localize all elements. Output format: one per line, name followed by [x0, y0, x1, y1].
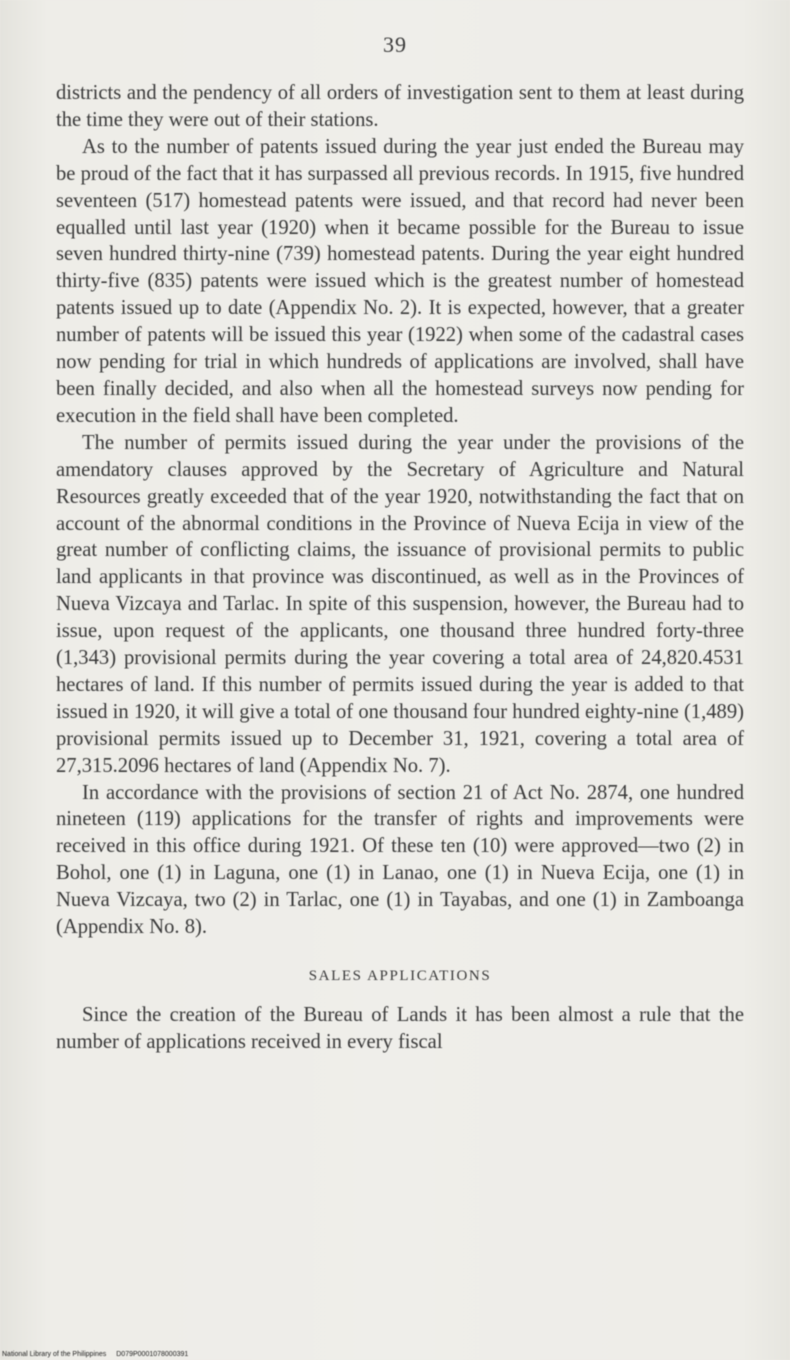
- page-number: 39: [383, 32, 407, 57]
- section-heading-sales-applications: SALES APPLICATIONS: [308, 968, 492, 984]
- paragraph-districts: districts and the pendency of all orders of investigation sent to them at least during the time they were out of their stations.: [56, 82, 744, 131]
- paragraph-transfer-rights: In accordance with the provisions of section 21 of Act No. 2874, one hundred nineteen (119) applications for the transfer of rights and improvements were received in this office during 1921. Of these ten (10) were approved—two (2) in Bohol, one (1) in Laguna, one (1) in Lanao, one (1) in Nueva Ecija, one (1) in Nueva Vizcaya, two (2) in Tarlac, one (1) in Tayabas, and one (1) in Zamboanga (Appendix No. 8).: [56, 781, 744, 939]
- paragraph-sales-applications: Since the creation of the Bureau of Lands it has been almost a rule that the number of applications received in every fiscal: [56, 1003, 744, 1053]
- paragraph-permits: The number of permits issued during the year under the provisions of the amendatory clauses approved by the Secretary of Agriculture and Natural Resources greatly exceeded that of the year 1920, notwithstanding the fact that on account of the abnormal conditions in the Province of Nueva Ecija in view of the great number of conflicting claims, the issuance of provisional permits to public land applicants in that province was discontinued, as well as in the Provinces of Nueva Vizcaya and Tarlac. In spite of this suspension, however, the Bureau had to issue, upon request of the applicants, one thousand three hundred forty-three (1,343) provisional permits during the year covering a total area of 24,820.4531 hectares of land. If this number of permits issued during the year is added to that issued in 1920, it will give a total of one thousand four hundred eighty-nine (1,489) provisional permits issued up to December 31, 1921, covering a total area of 27,315.2096 hectares of land (Appendix No. 7).: [56, 431, 744, 777]
- page-body: [56, 80, 744, 1056]
- scan-code: D079P0001078000391: [116, 1351, 189, 1358]
- paragraph-patents: As to the number of patents issued during the year just ended the Bureau may be proud of the fact that it has surpassed all previous records. In 1915, five hundred seventeen (517) homestead patents were issued, and that record had never been equalled until last year (1920) when it became possible for the Bureau to issue seven hundred thirty-nine (739) homestead patents. During the year eight hundred thirty-five (835) patents were issued which is the greatest number of homestead patents issued up to date (Appendix No. 2). It is expected, however, that a greater number of patents will be issued this year (1922) when some of the cadastral cases now pending for trial in which hundreds of applications are involved, shall have been finally decided, and also when all the homestead surveys now pending for execution in the field shall have been completed.: [56, 135, 744, 427]
- library-credit: National Library of the Philippines: [2, 1351, 107, 1358]
- scan-footer: [2, 1351, 188, 1358]
